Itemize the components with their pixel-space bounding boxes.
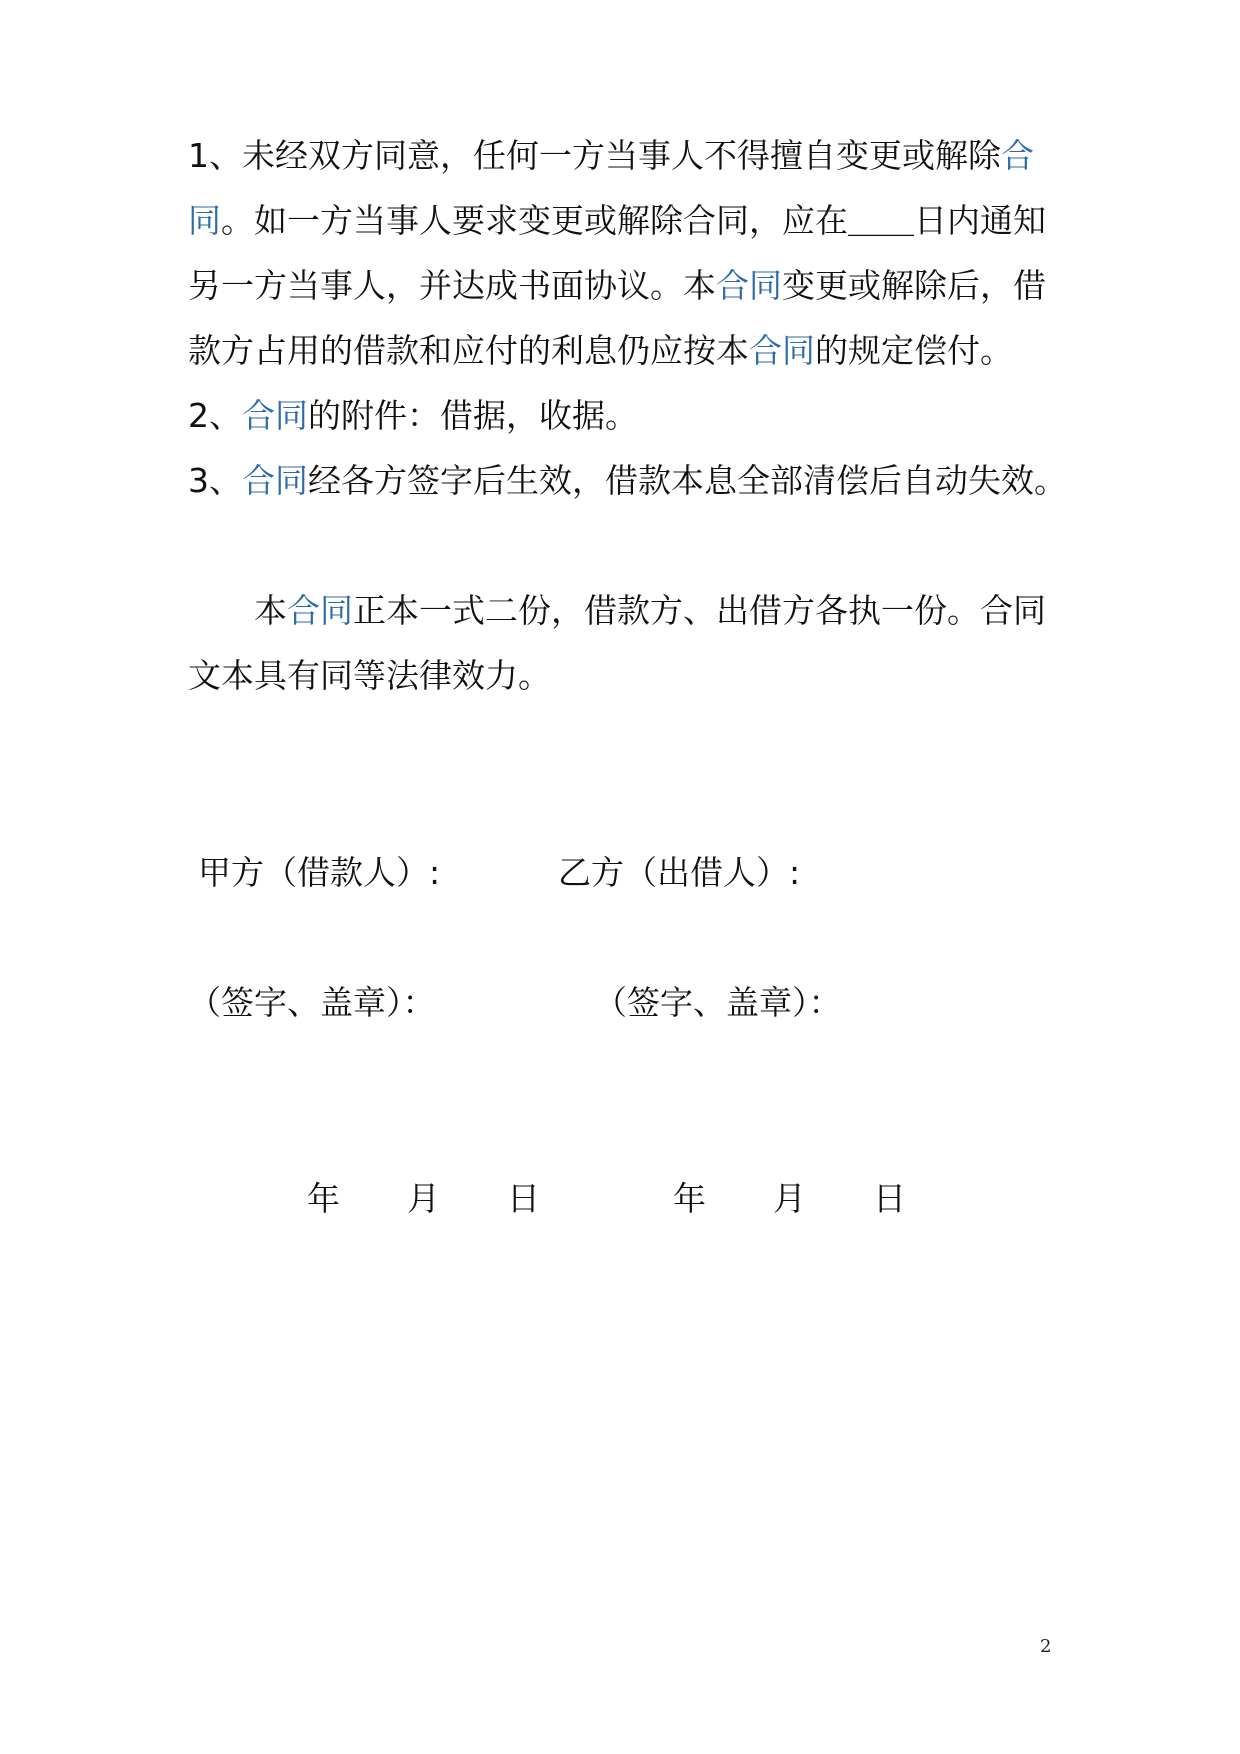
- party-a-label: 甲方（借款人）:: [198, 853, 441, 892]
- party-b-label: 乙方（出借人）:: [558, 853, 801, 892]
- contract-keyword: 合同: [242, 461, 308, 500]
- clause-2-text: 的附件：借据，收据。: [308, 396, 638, 435]
- clause-3-text: 经各方签字后生效，借款本息全部清偿后自动失效。: [308, 461, 1067, 500]
- party-a-date-day: 日: [507, 1179, 540, 1218]
- party-a-date-year: 年: [307, 1179, 340, 1218]
- party-b-sign-seal: （签字、盖章）：: [594, 983, 842, 1022]
- closing-text: 本: [254, 591, 287, 630]
- clause-1-line-4: [188, 331, 1013, 371]
- page-number: 2: [1040, 1636, 1052, 1657]
- closing-text: 正本一式二份，借款方、出借方各执一份。合同: [353, 591, 1046, 630]
- clause-1-text: 。如一方当事人要求变更或解除合同，应在＿＿日内通知: [221, 201, 1046, 240]
- clause-1-text: 1、未经双方同意，任何一方当事人不得擅自变更或解除: [188, 136, 1001, 175]
- clause-1-line-2: [188, 201, 1046, 241]
- party-b-date-day: 日: [873, 1179, 906, 1218]
- party-a-sign-seal: （签字、盖章）：: [188, 983, 436, 1022]
- closing-line-2: 文本具有同等法律效力。: [188, 656, 551, 695]
- closing-line-1: [254, 591, 1046, 631]
- contract-keyword: 合同: [287, 591, 353, 630]
- contract-keyword: 合同: [749, 331, 815, 370]
- clause-1-text: 的规定偿付。: [815, 331, 1013, 370]
- party-a-date-month: 月: [407, 1179, 440, 1218]
- contract-keyword: 同: [188, 201, 221, 240]
- party-b-date-year: 年: [673, 1179, 706, 1218]
- contract-keyword: 合: [1001, 136, 1034, 175]
- clause-1-line-3: [188, 266, 1046, 306]
- contract-keyword: 合同: [242, 396, 308, 435]
- clause-1-text: 另一方当事人，并达成书面协议。本: [188, 266, 716, 305]
- clause-2-number: 2、: [188, 396, 242, 435]
- clause-1-text: 款方占用的借款和应付的利息仍应按本: [188, 331, 749, 370]
- clause-1-line-1: [188, 136, 1034, 176]
- party-b-date-month: 月: [773, 1179, 806, 1218]
- contract-keyword: 合同: [716, 266, 782, 305]
- clause-2: [188, 396, 638, 436]
- clause-1-text: 变更或解除后，借: [782, 266, 1046, 305]
- clause-3-number: 3、: [188, 461, 242, 500]
- clause-3: [188, 461, 1067, 501]
